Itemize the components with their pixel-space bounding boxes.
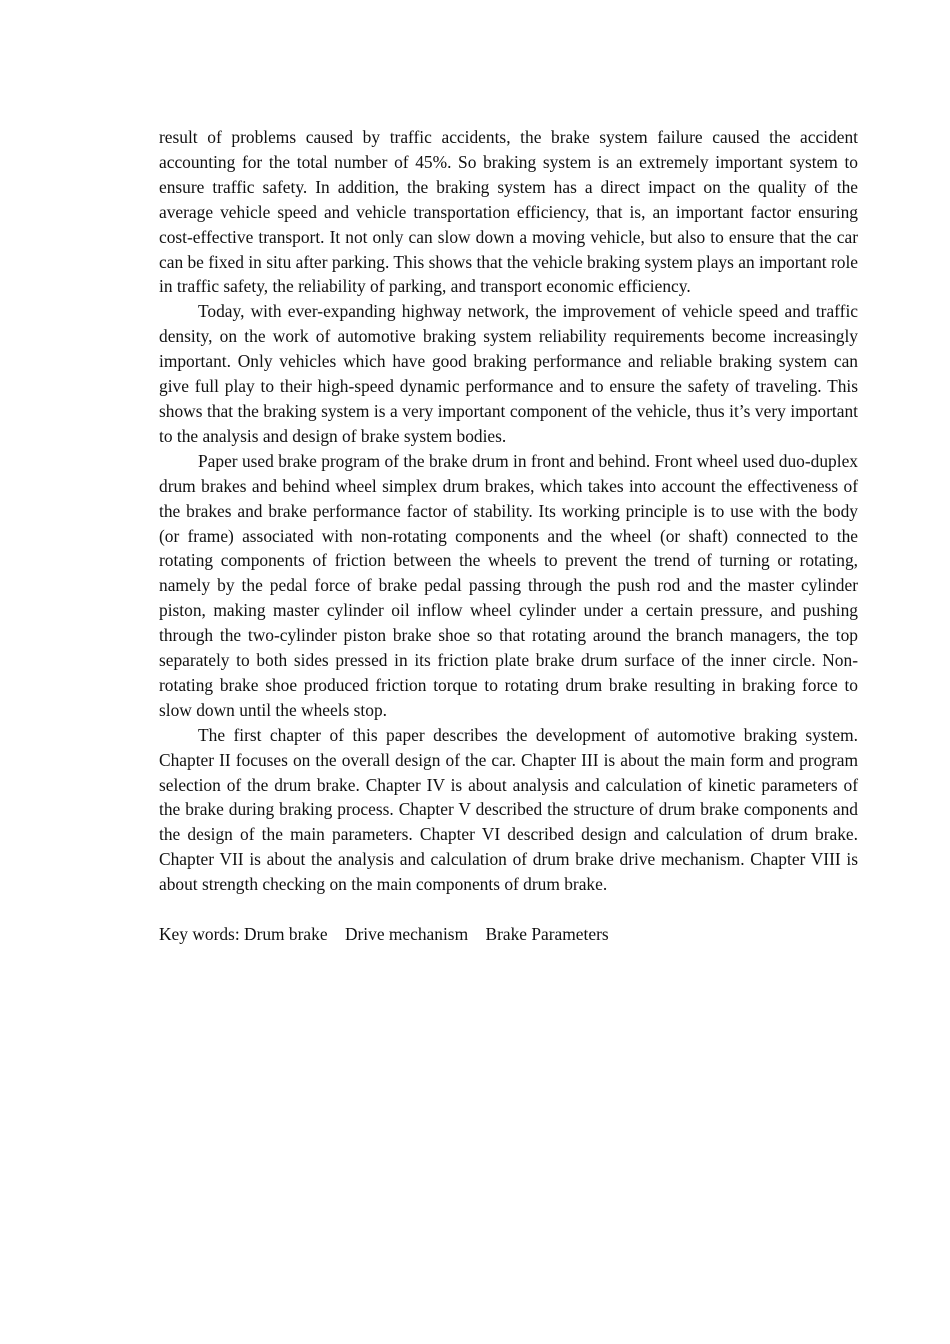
- keyword-brake-parameters: Brake Parameters: [485, 924, 609, 945]
- keyword-drive-mechanism: Drive mechanism: [344, 924, 469, 945]
- keywords-line: [159, 922, 858, 947]
- paragraph-intro-continued: result of problems caused by traffic accidents, the brake system failure caused the accident accounting for the total number of 45%. So braking system is an extremely important system to ensure traffic safety. In addition, the braking system has a direct impact on the quality of the average vehicle speed and vehicle transportation efficiency, that is, an important factor ensuring cost-effective transport. It not only can slow down a moving vehicle, but also to ensure that the car can be fixed in situ after parking. This shows that the vehicle braking system plays an important role in traffic safety, the reliability of parking, and transport economic efficiency.: [159, 127, 858, 297]
- paragraph-highway-network: Today, with ever-expanding highway network, the improvement of vehicle speed and traffic density, on the work of automotive braking system reliability requirements become increasingly important. Only vehicles which have good braking performance and reliable braking system can give full play to their high-speed dynamic performance and to ensure the safety of traveling. This shows that the braking system is a very important component of the vehicle, thus it’s very important to the analysis and design of brake system bodies.: [159, 301, 858, 446]
- paragraph-chapter-overview: The first chapter of this paper describes the development of automotive braking system. Chapter II focuses on the overall design of the car. Chapter III is about the main form and program selection of the drum brake. Chapter IV is about analysis and calculation of kinetic parameters of the brake during braking process. Chapter V described the structure of drum brake components and the design of the main parameters. Chapter VI described design and calculation of drum brake. Chapter VII is about the analysis and calculation of drum brake drive mechanism. Chapter VIII is about strength checking on the main components of drum brake.: [159, 724, 858, 895]
- keywords-label: Key words:: [159, 924, 245, 945]
- document-body: [159, 125, 858, 947]
- keyword-drum-brake: Drum brake: [244, 924, 328, 945]
- paragraph-brake-program: Paper used brake program of the brake drum in front and behind. Front wheel used duo-duplex drum brakes and behind wheel simplex drum brakes, which takes into account the effectiveness of the brakes and brake performance factor of stability. Its working principle is to use with the body (or frame) associated with non-rotating components and the wheel (or shaft) connected to the rotating components of friction between the wheels to prevent the trend of turning or rotating, namely by the pedal force of brake pedal passing through the push rod and the master cylinder piston, making master cylinder oil inflow wheel cylinder under a certain pressure, and pushing through the two-cylinder piston brake shoe so that rotating around the branch managers, the top separately to both sides pressed in its friction plate brake drum surface of the inner circle. Non-rotating brake shoe produced friction torque to rotating drum brake resulting in braking force to slow down until the wheels stop.: [159, 450, 858, 720]
